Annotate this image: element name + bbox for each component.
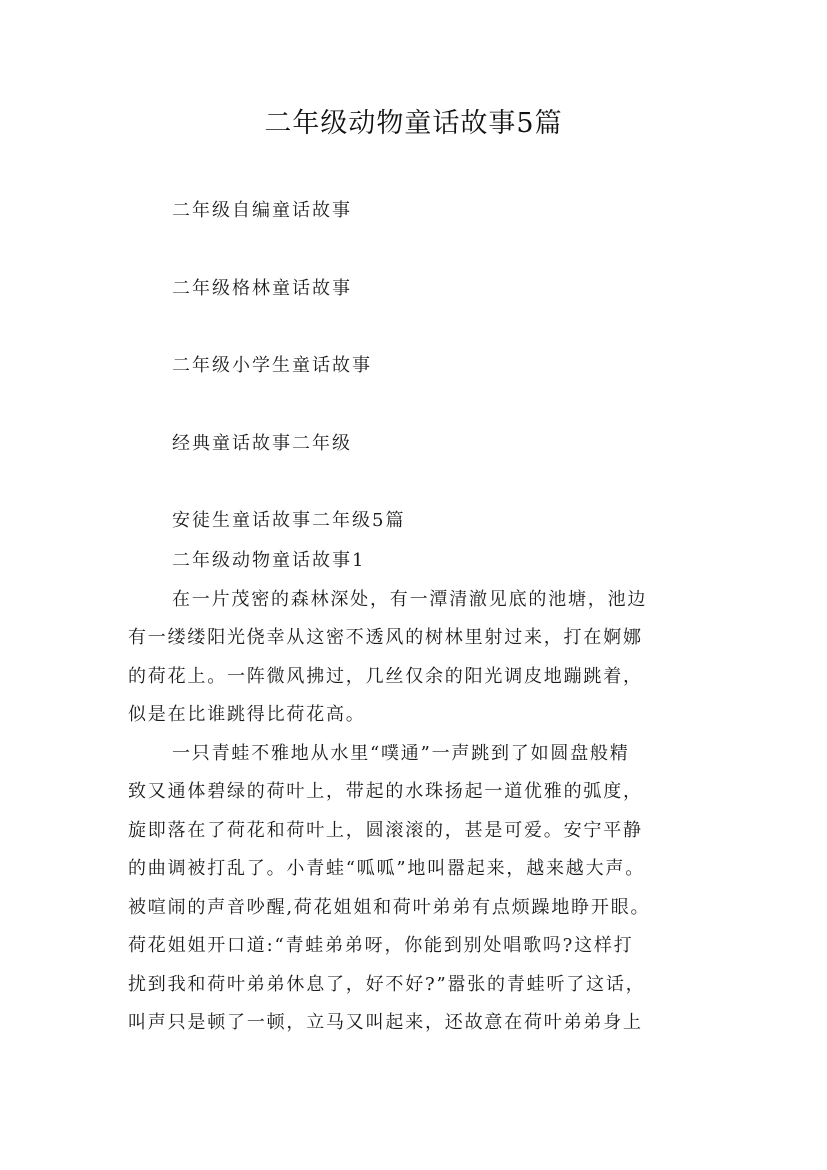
paragraph-line: 似是在比谁跳得比荷花高。 xyxy=(128,704,366,725)
paragraph-line: 致又通体碧绿的荷叶上，带起的水珠扬起一道优雅的弧度， xyxy=(128,781,643,802)
paragraph-line: 的荷花上。一阵微风拂过，几丝仅余的阳光调皮地蹦跳着， xyxy=(128,666,643,687)
paragraph-line: 叫声只是顿了一顿，立马又叫起来，还故意在荷叶弟弟身上 xyxy=(128,1012,643,1033)
paragraph-line: 一只青蛙不雅地从水里“噗通”一声跳到了如圆盘般精 xyxy=(172,743,630,764)
toc-item: 经典童话故事二年级 xyxy=(172,433,352,454)
toc-item: 二年级自编童话故事 xyxy=(172,200,352,221)
paragraph-line: 扰到我和荷叶弟弟休息了，好不好?”嚣张的青蛙听了这话， xyxy=(128,974,646,995)
paragraph-line: 在一片茂密的森林深处，有一潭清澈见底的池塘，池边 xyxy=(172,589,648,610)
document-title: 二年级动物童话故事5篇 xyxy=(264,108,563,139)
story-heading: 二年级动物童话故事1 xyxy=(172,550,366,571)
paragraph-line: 旋即落在了荷花和荷叶上，圆滚滚的，甚是可爱。安宁平静 xyxy=(128,820,643,841)
paragraph-line: 被喧闹的声音吵醒,荷花姐姐和荷叶弟弟有点烦躁地睁开眼。 xyxy=(128,897,651,918)
paragraph-line: 荷花姐姐开口道:“青蛙弟弟呀，你能到别处唱歌吗?这样打 xyxy=(128,935,634,956)
toc-item: 安徒生童话故事二年级5篇 xyxy=(172,510,406,531)
toc-item: 二年级小学生童话故事 xyxy=(172,355,372,376)
paragraph-line: 的曲调被打乱了。小青蛙“呱呱”地叫嚣起来，越来越大声。 xyxy=(128,858,646,879)
toc-item: 二年级格林童话故事 xyxy=(172,278,352,299)
paragraph-line: 有一缕缕阳光侥幸从这密不透风的树林里射过来，打在婀娜 xyxy=(128,627,643,648)
